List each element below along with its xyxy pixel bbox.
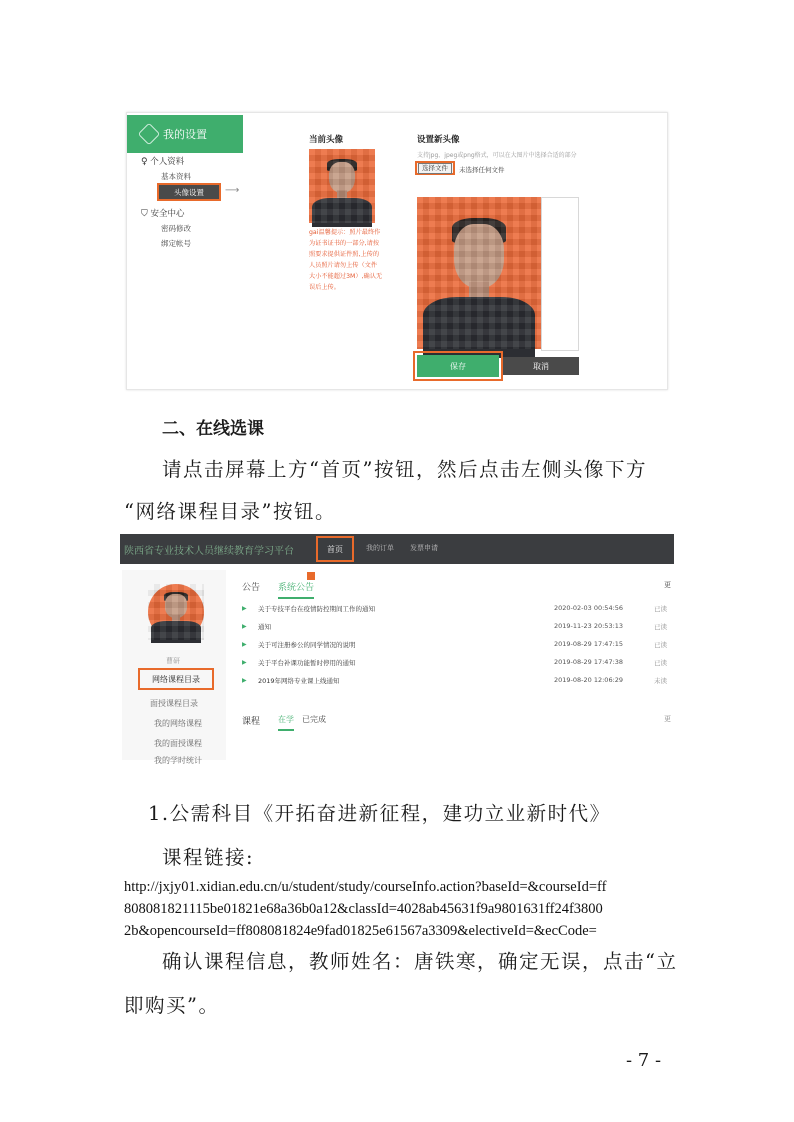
avatar-settings-screenshot: [126, 112, 668, 390]
list-item[interactable]: ▶ 2019年网络专业课上线通知 2019-08-20 12:06:29 未读: [242, 676, 667, 685]
list-item[interactable]: ▶ 关于专技平台在疫情防控期间工作的通知 2020-02-03 00:54:56 已读: [242, 604, 667, 613]
link-my-offline-courses[interactable]: 我的面授课程: [154, 739, 202, 748]
more-link[interactable]: 更: [664, 581, 671, 589]
arrow-right-icon: ⟶: [225, 185, 240, 196]
link-my-network-courses[interactable]: 我的网络课程: [154, 719, 202, 728]
sidebar-item-bind-account[interactable]: 绑定帐号: [161, 239, 191, 248]
course-url-line-3[interactable]: 2b&opencourseId=ff808081824e9fad01825e61567a3309&electiveId=&ecCode=: [124, 923, 597, 939]
list-item[interactable]: ▶ 通知 2019-11-23 20:53:13 已读: [242, 622, 667, 631]
course-url-line-1[interactable]: http://jxjy01.xidian.edu.cn/u/student/study/courseInfo.action?baseId=&courseId=ff: [124, 879, 607, 895]
link-my-hours[interactable]: 我的学时统计: [154, 756, 202, 765]
bullet-icon: ▶: [242, 677, 247, 684]
tab-studying[interactable]: 在学: [278, 714, 294, 731]
home-page-screenshot: [120, 534, 674, 765]
current-avatar-title: 当前头像: [309, 135, 344, 145]
instruction-line-2: “网络课程目录”按钮。: [124, 500, 336, 523]
list-item[interactable]: ▶ 关于平台补课功能暂时停用的通知 2019-08-29 17:47:38 已读: [242, 658, 667, 667]
user-icon: ♀: [141, 157, 148, 167]
save-button[interactable]: 保存: [417, 355, 499, 377]
course-section-label: 课程: [242, 717, 261, 727]
network-course-catalog-button[interactable]: 网络课程目录: [138, 668, 214, 690]
new-avatar-crop-image[interactable]: [417, 197, 541, 349]
sidebar-item-basic-info[interactable]: 基本资料: [161, 172, 191, 181]
bullet-icon: ▶: [242, 641, 247, 648]
sidebar-group-security[interactable]: ⛉ 安全中心: [141, 209, 185, 219]
avatar: [148, 584, 204, 640]
avatar-preview-box: [541, 197, 579, 351]
cancel-button[interactable]: 取消: [503, 357, 579, 375]
nav-home[interactable]: 首页: [316, 536, 354, 562]
item-1-heading: 1.公需科目《开拓奋进新征程，建功立业新时代》: [148, 802, 611, 825]
new-avatar-title: 设置新头像: [417, 135, 460, 145]
no-file-label: 未选择任何文件: [459, 166, 505, 174]
sidebar-item-avatar-settings[interactable]: 头像设置: [157, 183, 221, 201]
confirm-line-1: 确认课程信息，教师姓名：唐铁寒，确定无误，点击“立: [162, 950, 678, 973]
course-url-line-2[interactable]: 808081821115be01821e68a36b0a12&classId=4028ab45631f9a9801631ff24f3800: [124, 901, 603, 917]
choose-file-button[interactable]: 选择文件: [415, 161, 455, 175]
current-avatar-image: [309, 149, 375, 223]
settings-sidebar: [127, 113, 243, 389]
username: 曹研: [166, 657, 180, 665]
tab-system-announcement[interactable]: 系统公告: [278, 580, 314, 599]
sidebar-group-profile[interactable]: ♀ 个人资料: [141, 157, 185, 167]
nav-my-orders[interactable]: 我的订单: [366, 544, 394, 552]
top-navbar: [120, 534, 674, 564]
platform-brand: 陕西省专业技术人员继续教育学习平台: [124, 546, 294, 557]
settings-title: 我的设置: [163, 128, 207, 141]
shield-icon: ⛉: [141, 209, 148, 219]
sidebar-item-password[interactable]: 密码修改: [161, 224, 191, 233]
instruction-line-1: 请点击屏幕上方“首页”按钮，然后点击左侧头像下方: [162, 458, 647, 481]
nav-invoice[interactable]: 发票申请: [410, 544, 438, 552]
more-link-2[interactable]: 更: [664, 715, 671, 723]
format-hint: 支持jpg、jpeg或png格式，可以在大图片中选择合适的部分: [417, 152, 577, 159]
tab-completed[interactable]: 已完成: [302, 715, 326, 724]
page-number: - 7 -: [626, 1050, 662, 1071]
settings-sidebar-header: [127, 115, 243, 153]
section-heading: 二、在线选课: [162, 419, 264, 439]
bullet-icon: ▶: [242, 605, 247, 612]
new-badge: [307, 572, 315, 580]
link-offline-catalog[interactable]: 面授课程目录: [150, 699, 198, 708]
tab-announcement[interactable]: 公告: [242, 583, 261, 593]
bullet-icon: ▶: [242, 623, 247, 630]
confirm-line-2: 即购买”。: [124, 994, 220, 1017]
list-item[interactable]: ▶ 关于可注册参公的同学情况的说明 2019-08-29 17:47:15 已读: [242, 640, 667, 649]
notice-list: [242, 600, 672, 692]
course-link-label: 课程链接:: [162, 846, 255, 869]
bullet-icon: ▶: [242, 659, 247, 666]
settings-leaf-icon: [138, 123, 161, 146]
upload-note: gai温馨提示：照片最终作为证书证书的一部分,请按照要求提供证件照,上传的人员照片请勿上传（文件大小不能超过3M）,确认无误后上传。: [309, 229, 383, 291]
